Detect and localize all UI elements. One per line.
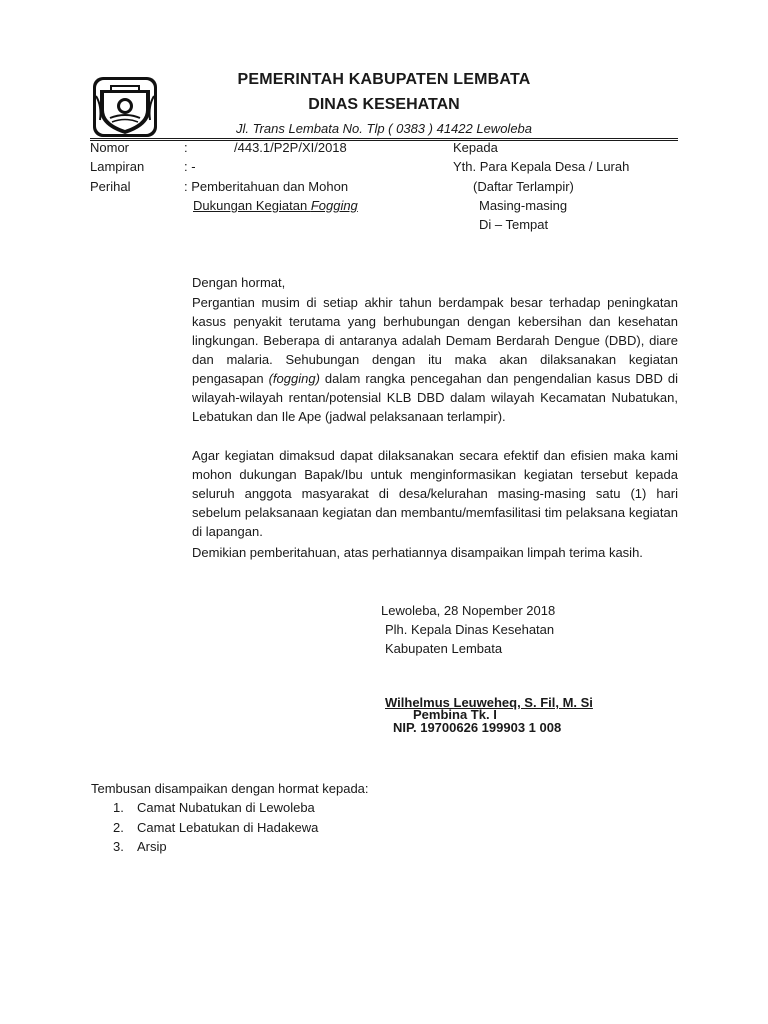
lampiran-label: Lampiran: [90, 159, 145, 174]
signature-rank: Pembina Tk. I: [413, 707, 497, 722]
body-paragraph-1: [192, 293, 678, 426]
signature-nip: NIP. 19700626 199903 1 008: [393, 720, 562, 735]
cc-item-1-number: 1.: [113, 800, 124, 815]
recipient-each: Masing-masing: [479, 198, 568, 213]
lampiran-value: : -: [184, 159, 196, 174]
perihal-value-line2: [193, 197, 358, 215]
signature-region: Kabupaten Lembata: [385, 641, 503, 656]
para1-text-b: dalam rangka pencegahan dan pengendalian kasus DBD di wilayah-wilayah rentan/potensial KLB DBD dalam wilayah Kecamatan Nubatukan, Lebatukan dan Ile Ape (jadwal pelaksanaan terlampir).: [192, 371, 678, 424]
nomor-value: /443.1/P2P/XI/2018: [234, 140, 347, 155]
body-paragraph-2: [192, 446, 678, 541]
perihal-value-line1: : Pemberitahuan dan Mohon: [184, 179, 349, 194]
letterhead-divider-thin: [90, 140, 678, 141]
cc-item-2-number: 2.: [113, 820, 124, 835]
signature-position: Plh. Kepala Dinas Kesehatan: [385, 622, 555, 637]
letterhead-government: PEMERINTAH KABUPATEN LEMBATA: [237, 71, 531, 88]
cc-item-2: Camat Lebatukan di Hadakewa: [137, 820, 319, 835]
greeting: Dengan hormat,: [192, 275, 286, 290]
perihal-subject-italic: Fogging: [310, 198, 358, 213]
para1-italic: (fogging): [268, 371, 320, 386]
signature-place-date: Lewoleba, 28 Nopember 2018: [381, 603, 556, 618]
cc-item-1: Camat Nubatukan di Lewoleba: [137, 800, 315, 815]
cc-item-3: Arsip: [137, 839, 167, 854]
cc-item-3-number: 3.: [113, 839, 124, 854]
letterhead-address: Jl. Trans Lembata No. Tlp ( 0383 ) 41422 Lewoleba: [235, 121, 533, 136]
nomor-separator: :: [184, 140, 188, 155]
letterhead-divider: [90, 138, 678, 139]
closing-sentence: Demikian pemberitahuan, atas perhatiannya disampaikan limpah terima kasih.: [192, 545, 643, 560]
cc-heading: Tembusan disampaikan dengan hormat kepada:: [91, 781, 369, 796]
nomor-label: Nomor: [90, 140, 130, 155]
para2-text: Agar kegiatan dimaksud dapat dilaksanakan secara efektif dan efisien maka kami mohon dukungan Bapak/Ibu untuk menginformasikan kegiatan tersebut kepada seluruh anggota masyarakat di desa/kelurahan masing-masing satu (1) hari sebelum pelaksanaan kegiatan dan membantu/memfasilitasi tim pelaksana kegiatan di lapangan.: [192, 448, 678, 539]
signature-name: Wilhelmus Leuweheq, S. Fil, M. Si: [385, 695, 593, 710]
para1-text-a: Pergantian musim di setiap akhir tahun berdampak besar terhadap peningkatan kasus penyakit terutama yang berhubungan dengan kebersihan dan kesehatan lingkungan. Beberapa di antaranya adalah Demam Berdarah Dengue (DBD), diare dan malaria. Sehubungan dengan itu maka akan dilaksanakan kegiatan pengasapan: [192, 295, 678, 386]
perihal-label: Perihal: [90, 179, 131, 194]
recipient-kepada: Kepada: [453, 140, 498, 155]
letterhead-office: DINAS KESEHATAN: [308, 96, 460, 113]
perihal-subject: Dukungan Kegiatan: [193, 198, 311, 213]
recipient-place: Di – Tempat: [479, 217, 549, 232]
recipient-note: (Daftar Terlampir): [473, 179, 574, 194]
recipient-title: Yth. Para Kepala Desa / Lurah: [453, 159, 630, 174]
